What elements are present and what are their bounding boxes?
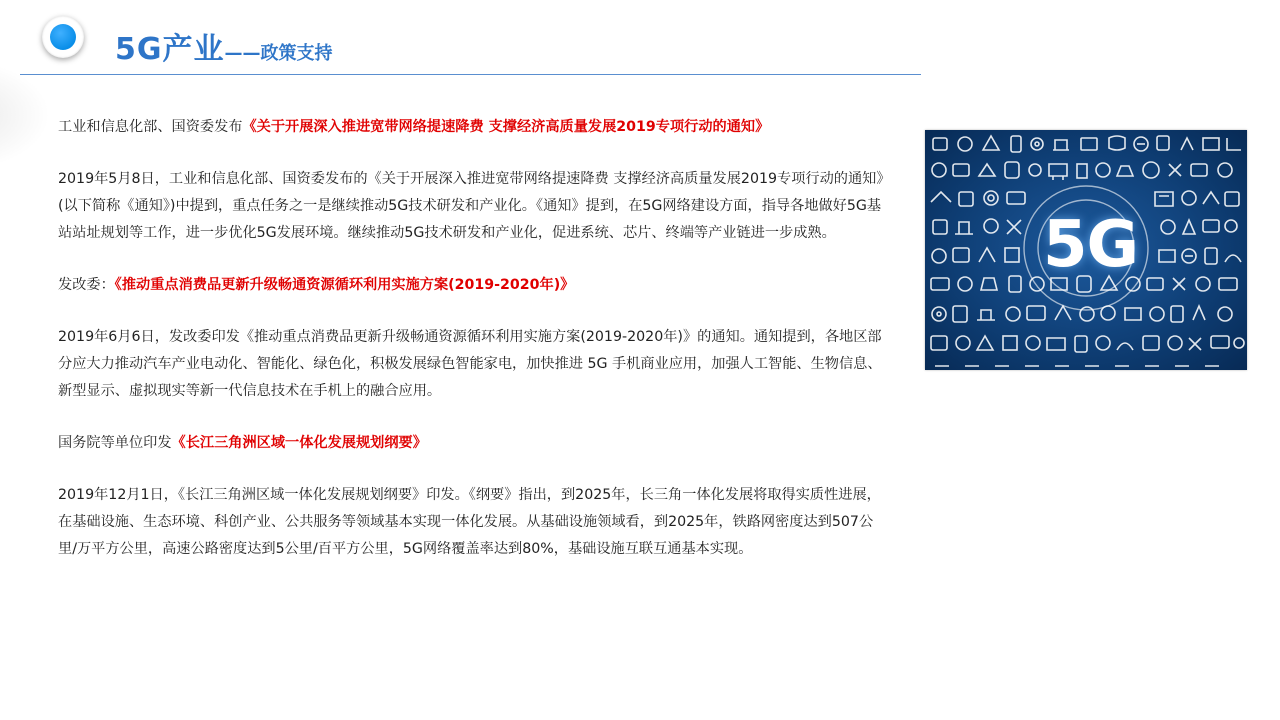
title-bullet-icon [42, 16, 84, 58]
corner-shadow-decoration [0, 60, 50, 170]
section-1-body: 2019年5月8日，工业和信息化部、国资委发布的《关于开展深入推进宽带网络提速降费 支撑经济高质量发展2019专项行动的通知》(以下简称《通知》)中提到，重点任务之一是继续推动5G技术研发和产业化。《通知》提到，在5G网络建设方面，指导各地做好5G基站站址规划等工作，进一步优化5G发展环境。继续推动5G技术研发和产业化，促进系统、芯片、终端等产业链进一步成熟。 [58, 171, 884, 241]
section-2-title: 《推动重点消费品更新升级畅通资源循环利用实施方案(2019-2020年)》 [114, 277, 575, 293]
section-3-body: 2019年12月1日，《长江三角洲区域一体化发展规划纲要》印发。《纲要》指出，到2025年，长三角一体化发展将取得实质性进展，在基础设施、生态环境、科创产业、公共服务等领域基本实现一体化发展。从基础设施领域看，到2025年，铁路网密度达到507公里/万平方公里，高速公路密度达到5公里/百平方公里，5G网络覆盖率达到80%，基础设施互联互通基本实现。 [58, 487, 881, 557]
title-divider [20, 74, 921, 75]
section-3-title: 《长江三角洲区域一体化发展规划纲要》 [171, 435, 427, 451]
section-2-prefix: 发改委： [58, 277, 115, 293]
page-title [115, 24, 333, 68]
page-title-main: 5G产业 [115, 32, 225, 67]
section-2-heading [58, 272, 888, 299]
section-3-heading [58, 430, 888, 457]
page-title-sub: ——政策支持 [224, 43, 333, 64]
5g-label: 5G [1043, 208, 1139, 282]
section-2-body: 2019年6月6日，发改委印发《推动重点消费品更新升级畅通资源循环利用实施方案(2019-2020年)》的通知。通知提到，各地区部分应大力推动汽车产业电动化、智能化、绿色化，积极发展绿色智能家电，加快推进 5G 手机商业应用，加强人工智能、生物信息、新型显示、虚拟现实等新一代信息技术在手机上的融合应用。 [58, 329, 882, 399]
5g-iot-image [925, 130, 1247, 370]
section-1-heading [58, 114, 888, 141]
section-1-prefix: 工业和信息化部、国资委发布 [58, 119, 243, 135]
policy-content [58, 114, 888, 563]
section-3-prefix: 国务院等单位印发 [58, 435, 172, 451]
section-1-title: 《关于开展深入推进宽带网络提速降费 支撑经济高质量发展2019专项行动的通知》 [242, 119, 770, 135]
